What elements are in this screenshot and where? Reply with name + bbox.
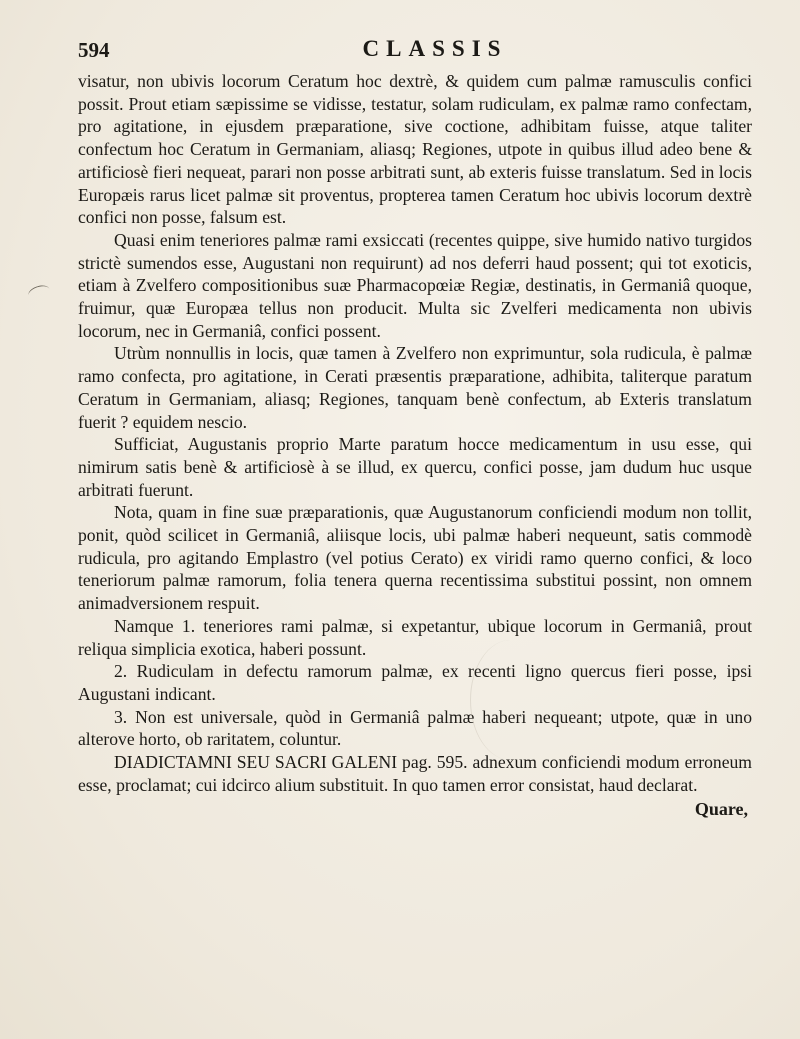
paragraph: Namque 1. teneriores rami palmæ, si expetantur, ubique locorum in Germaniâ, prout reliqua simplicia exotica, haberi possunt. bbox=[78, 615, 752, 659]
page-header bbox=[78, 36, 752, 64]
paragraph: visatur, non ubivis locorum Ceratum hoc dextrè, & quidem cum palmæ ramusculis confici possit. Prout etiam sæpissime se vidisse, testatur, solam rudiculam, ex palmæ ramo confectam, pro agitatione, in ejusdem præparatione, sive coctione, adhibitam fuisse, atque taliter confectum hoc Ceratum in Germaniam, aliasq; Regiones, utpote in quibus illud adeo bene & artificiosè fieri nequeat, parari non posse arbitrati sunt, ab exteris fuisse translatum. Sed in locis Europæis rarus licet palmæ sit proventus, propterea tamen Ceratum hoc ubivis locorum dextrè confici non posse, falsum est. bbox=[78, 71, 752, 228]
paragraph: Sufficiat, Augustanis proprio Marte paratum hocce medicamentum in usu esse, qui nimirum satis benè & artificiosè à se illud, ex quercu, confici posse, jam dudum huc usque arbitrati fuerunt. bbox=[78, 434, 752, 500]
paragraph: 3. Non est universale, quòd in Germaniâ palmæ haberi nequeant; utpote, quæ in uno alterove horto, ob raritatem, coluntur. bbox=[78, 706, 752, 750]
paragraph: DIADICTAMNI SEU SACRI GALENI pag. 595. adnexum conficiendi modum erroneum esse, proclamat; cui idcirco alium substituit. In quo tamen error consistat, haud declarat. bbox=[78, 752, 752, 795]
paragraph: 2. Rudiculam in defectu ramorum palmæ, ex recenti ligno quercus fieri posse, ipsi Augustani indicant. bbox=[78, 661, 752, 704]
paper-stain bbox=[470, 640, 551, 760]
body-text bbox=[78, 70, 752, 797]
page-number: 594 bbox=[78, 38, 110, 62]
paragraph: Quasi enim teneriores palmæ rami exsiccati (recentes quippe, sive humido nativo turgidos strictè sumendos esse, Augustani non requirunt) ad nos deferri haud possent; qui tot exoticis, etiam à Zvelfero compositionibus suæ Pharmacopœiæ Regiæ, destinatis, in Germaniâ quoque, fruimur, quæ Europæa tellus non producit. Multa sic Zvelferi medicamenta non ubivis locorum, nec in Germaniâ, confici possent. bbox=[78, 229, 752, 341]
catchword: Quare, bbox=[694, 798, 748, 819]
paragraph: Utrùm nonnullis in locis, quæ tamen à Zvelfero non exprimuntur, sola rudicula, è palmæ ramo confecta, pro agitatione, in Cerati præsentis præparatione, adhibita, taliterque paratum Ceratum in Germaniam, aliasq; Regiones, tanquam benè confectum, ab Exteris translatum fuerit ? equidem nescio. bbox=[78, 343, 752, 432]
running-head: CLASSIS bbox=[362, 36, 508, 61]
paragraph: Nota, quam in fine suæ præparationis, quæ Augustanorum conficiendi modum non tollit, ponit, quòd scilicet in Germaniâ, aliisque locis, ubi palmæ haberi nequeunt, satis commodè rudicula, pro agitando Emplastro (vel potius Cerato) ex viridi ramo querno confici, & loco teneriorum palmæ ramorum, folia tenera querna recentissima substitui possint, non omnem animadversionem respuit. bbox=[78, 502, 752, 614]
margin-mark-icon bbox=[27, 283, 52, 302]
